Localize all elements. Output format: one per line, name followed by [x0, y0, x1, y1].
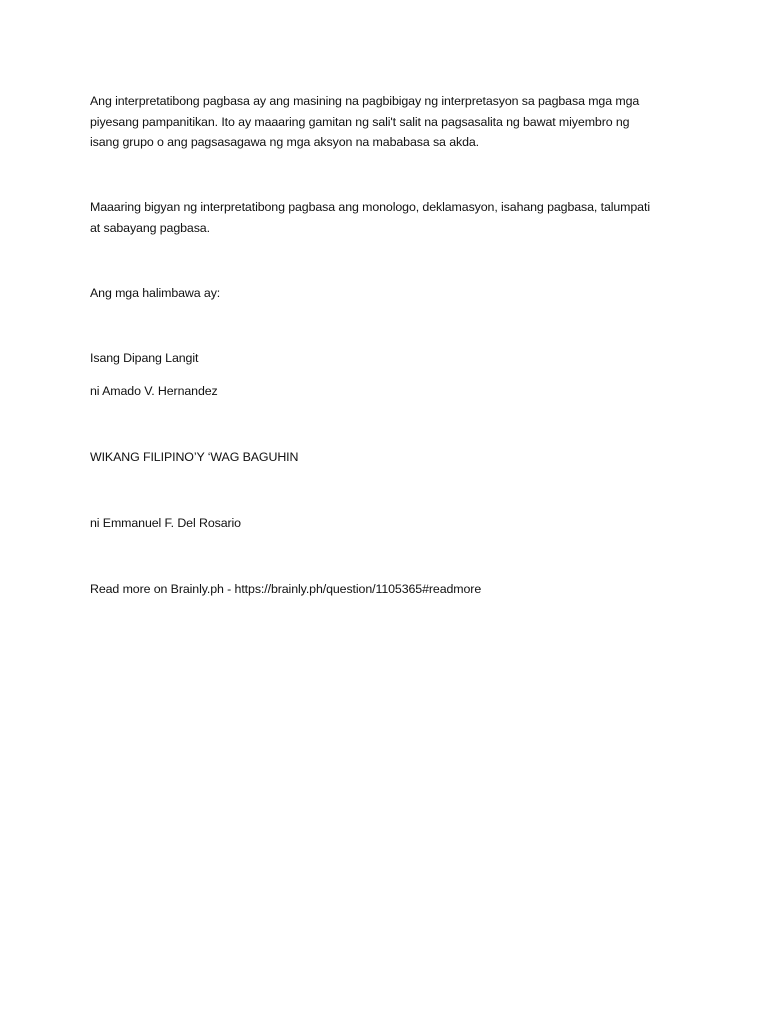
paragraph-definition — [90, 91, 680, 153]
paragraph-line: Maaaring bigyan ng interpretatibong pagbasa ang monologo, deklamasyon, isahang pagbasa, talumpati — [90, 200, 650, 214]
paragraph-line: piyesang pampanitikan. Ito ay maaaring gamitan ng sali't salit na pagsasalita ng bawat miyembro ng — [90, 114, 630, 129]
examples-intro: Ang mga halimbawa ay: — [90, 286, 221, 300]
example-author: ni Amado V. Hernandez — [90, 384, 218, 398]
paragraph-line: isang grupo o ang pagsasagawa ng mga aksyon na mababasa sa akda. — [90, 135, 479, 149]
paragraph-line: Ang interpretatibong pagbasa ay ang masining na pagbibigay ng interpretasyon sa pagbasa mga mga — [90, 94, 640, 108]
example-title: WIKANG FILIPINO’Y ‘WAG BAGUHIN — [90, 450, 299, 464]
example-author: ni Emmanuel F. Del Rosario — [90, 516, 241, 530]
paragraph-types — [90, 197, 680, 238]
source-line: Read more on Brainly.ph - https://brainly.ph/question/1105365#readmore — [90, 582, 482, 596]
example-title: Isang Dipang Langit — [90, 351, 199, 365]
paragraph-line: at sabayang pagbasa. — [90, 220, 210, 235]
